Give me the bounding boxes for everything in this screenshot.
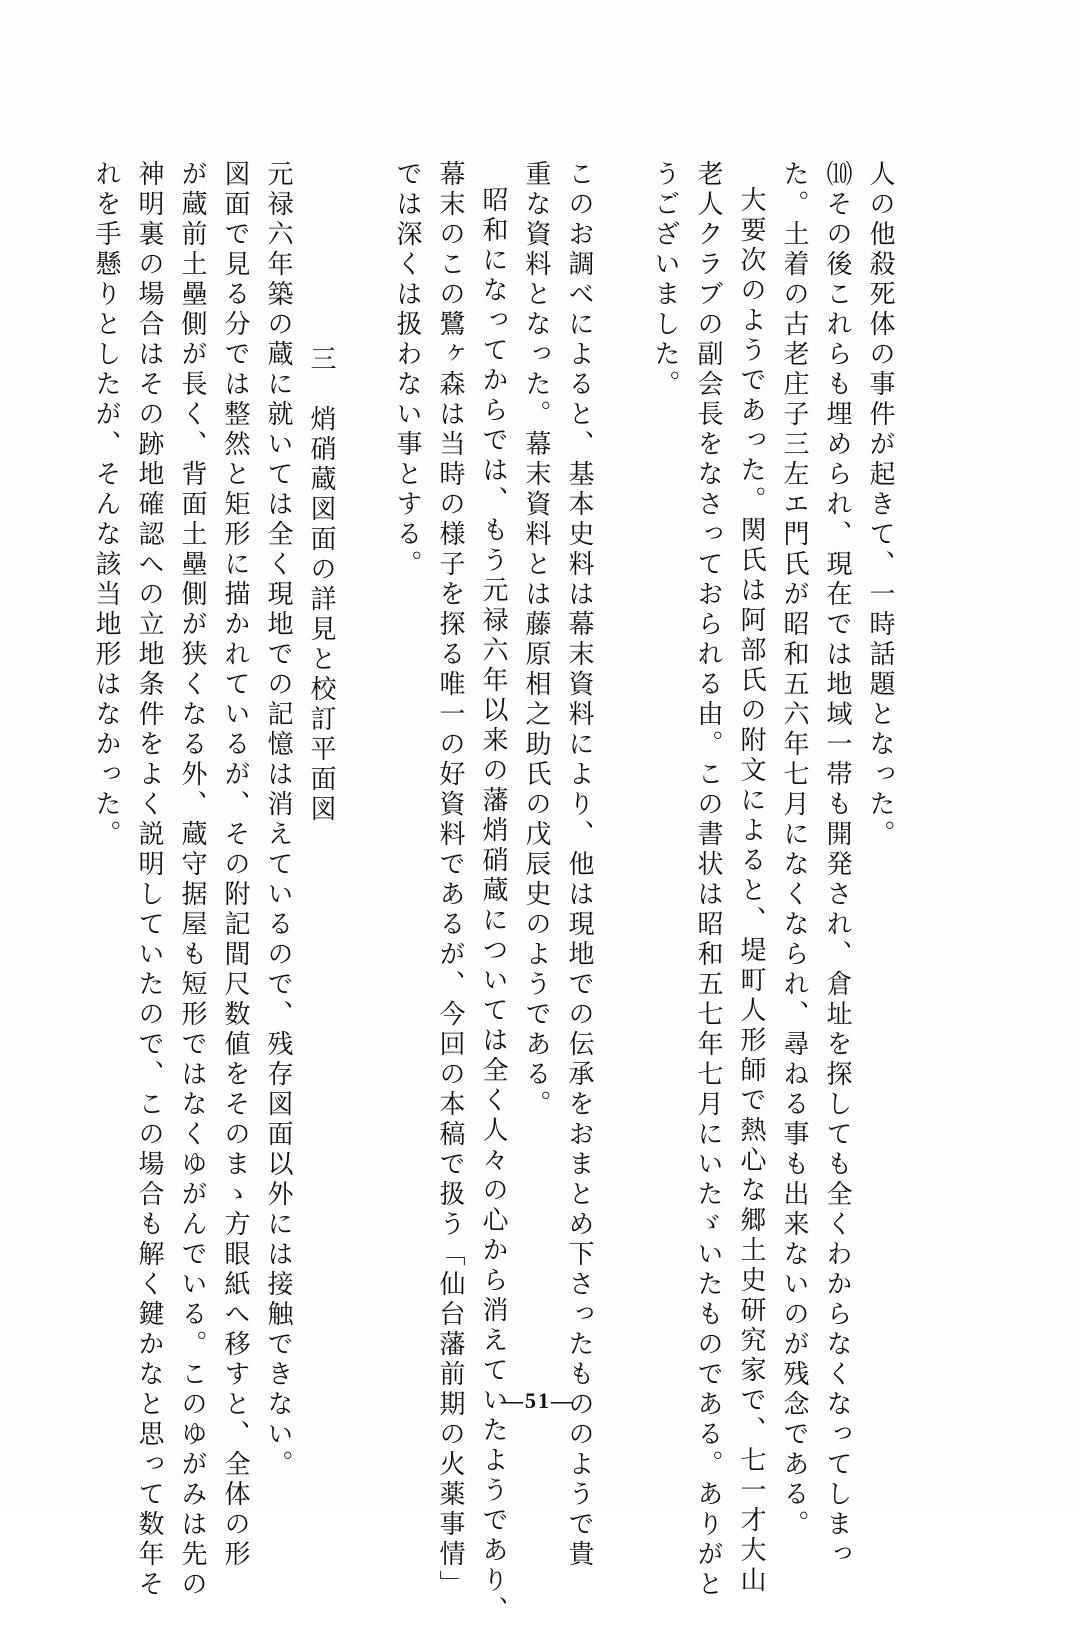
text-line: 幕末のこの鷺ヶ森は当時の様子を探る唯一の好資料であるが、今回の本稿で扱う「仙台藩前期の火薬事情」	[435, 160, 465, 1600]
text-line: た。土着の古老庄子三左エ門氏が昭和五六年七月になくなられ、尋ねる事も出来ないのが残念である。	[779, 160, 809, 1540]
blank-line	[600, 160, 643, 1360]
text-line: が蔵前土壘側が長く、背面土壘側が狭くなる外、蔵守据屋も短形ではなくゆがんでいる。このゆがみは先の	[177, 160, 207, 1600]
text-line: 老人クラブの副会長をなさっておられる由。この書状は昭和五七年七月にいたゞいたものである。ありがと	[693, 160, 723, 1600]
section-heading: 三 焇硝蔵図面の詳見と校訂平面図	[306, 345, 336, 825]
text-line: 大要次のようであった。関氏は阿部氏の附文によると、堤町人形師で熱心な郷土史研究家で、七一才大山	[736, 186, 766, 1596]
text-line: 昭和になってからでは、もう元禄六年以来の藩焇硝蔵については全く人々の心から消えていたようであり、	[478, 186, 508, 1626]
text-line: 人の他殺死体の事件が起きて、一時話題となった。	[865, 160, 895, 850]
text-line: 神明裏の場合はその跡地確認への立地条件をよく説明していたので、この場合も解く鍵かなと思って数年そ	[134, 160, 164, 1600]
text-line: 元禄六年築の蔵に就いては全く現地での記憶は消えているので、残存図面以外には接触できない。	[263, 160, 293, 1480]
text-line: うございました。	[650, 160, 680, 400]
text-line: このお調べによると、基本史料は幕末資料により、他は現地での伝承をおまとめ下さったもののようで貴	[564, 160, 594, 1570]
text-line: ⑽その後これらも埋められ、現在では地域一帯も開発され、倉址を探しても全くわからなくなってしまっ	[822, 160, 852, 1570]
text-line: れを手懸りとしたが、そんな該当地形はなかった。	[91, 160, 121, 850]
text-line: 図面で見る分では整然と矩形に描かれているが、その附記間尺数値をそのまゝ方眼紙へ移すと、全体の形	[220, 160, 250, 1570]
page-number: —51—	[501, 1388, 575, 1413]
text-line: 重な資料となった。幕末資料とは藤原相之助氏の戊辰史のようである。	[521, 160, 551, 1120]
text-line: では深くは扱わない事とする。	[392, 160, 422, 580]
blank-line	[342, 160, 385, 1360]
